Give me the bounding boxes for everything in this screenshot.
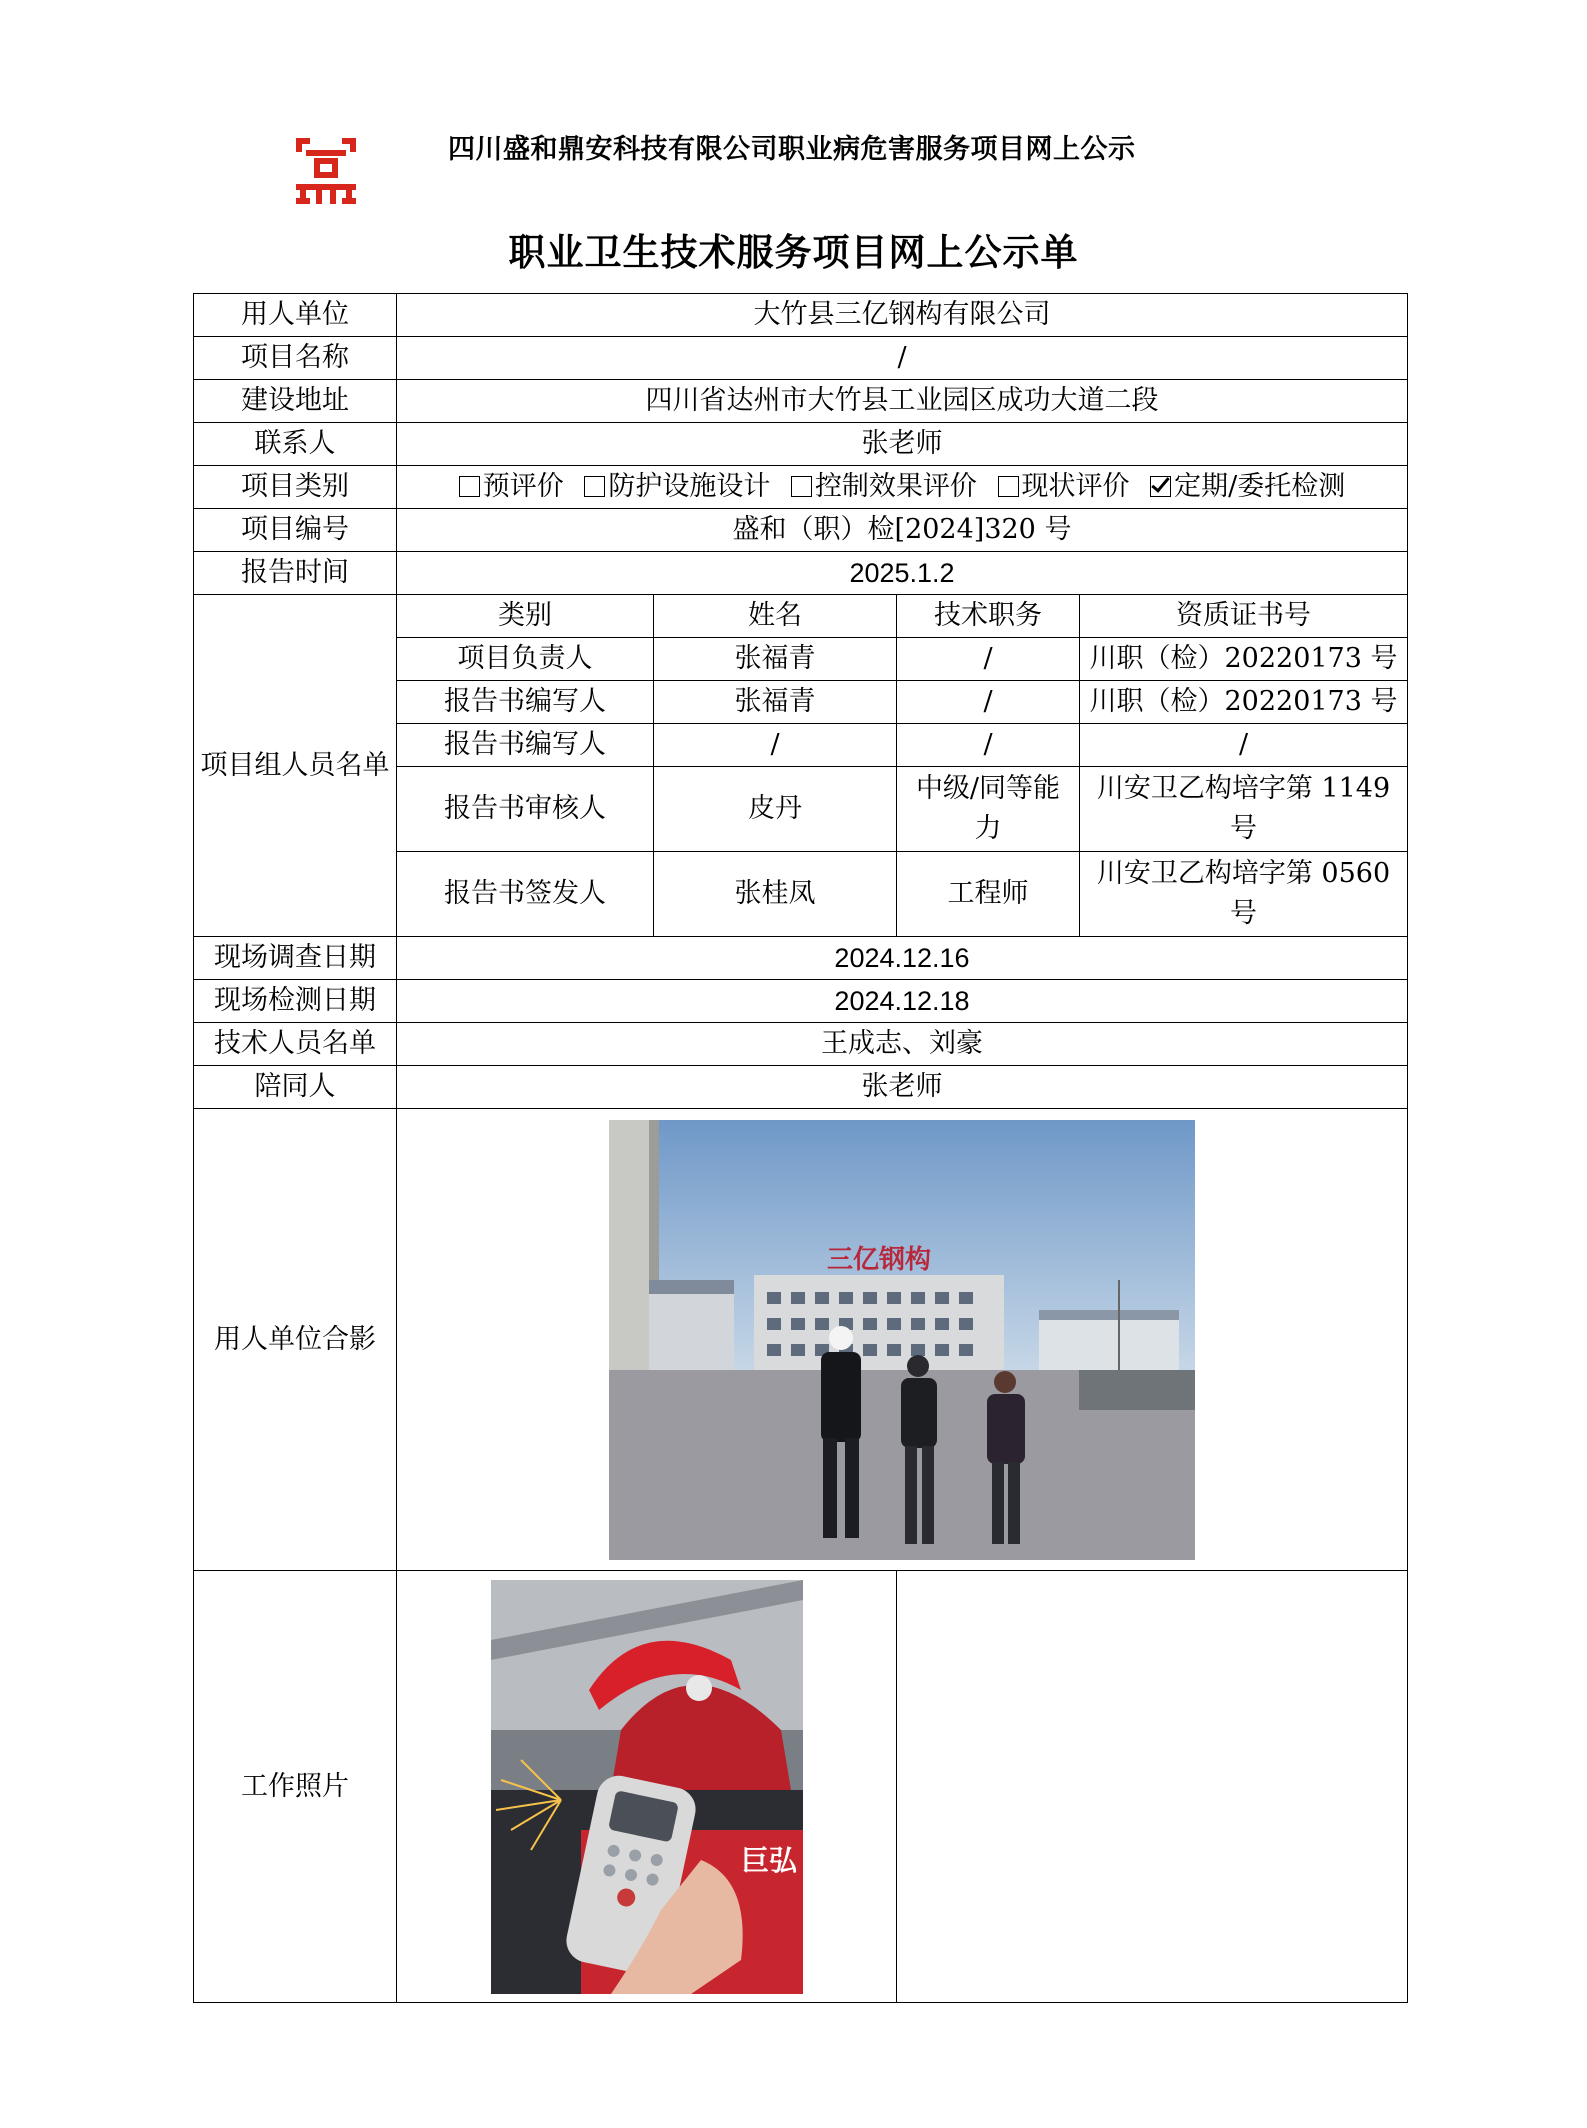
publicity-form-table	[193, 293, 1408, 2003]
tech-staff-value: 王成志、刘豪	[397, 1023, 1408, 1066]
escort-value: 张老师	[397, 1066, 1408, 1109]
team-label: 项目组人员名单	[194, 595, 397, 937]
work-photo	[491, 1580, 803, 1994]
row-tech-staff	[194, 1023, 1408, 1066]
document-title: 职业卫生技术服务项目网上公示单	[508, 230, 1079, 274]
row-category	[194, 466, 1408, 509]
vest-print-text: 巨弘	[740, 1843, 797, 1877]
site-test-label: 现场检测日期	[194, 980, 397, 1023]
report-time-value: 2025.1.2	[397, 552, 1408, 595]
empty-photo-cell	[897, 1571, 1408, 2003]
category-option-label: 定期/委托检测	[1174, 471, 1346, 502]
row-group-photo	[194, 1109, 1408, 1571]
team-cell: /	[897, 681, 1080, 724]
work-photo-label: 工作照片	[194, 1571, 397, 2003]
row-site-test	[194, 980, 1408, 1023]
team-cell: 报告书编写人	[397, 724, 654, 767]
team-cell: 川安卫乙构培字第 0560 号	[1080, 852, 1408, 937]
company-logo	[286, 128, 366, 208]
address-label: 建设地址	[194, 380, 397, 423]
report-time-label: 报告时间	[194, 552, 397, 595]
row-site-survey	[194, 937, 1408, 980]
site-test-value: 2024.12.18	[397, 980, 1408, 1023]
team-cell: 项目负责人	[397, 638, 654, 681]
factory-sign-text: 三亿钢构	[826, 1244, 932, 1275]
row-report-time	[194, 552, 1408, 595]
team-cell: /	[1080, 724, 1408, 767]
category-option-label: 现状评价	[1021, 471, 1130, 502]
team-header-cell: 姓名	[654, 595, 897, 638]
team-cell: 报告书签发人	[397, 852, 654, 937]
checkbox-icon	[791, 476, 812, 497]
team-cell: /	[654, 724, 897, 767]
team-cell: 报告书编写人	[397, 681, 654, 724]
team-header-cell: 类别	[397, 595, 654, 638]
team-header-row	[194, 595, 1408, 638]
category-option-label: 控制效果评价	[814, 471, 977, 502]
category-option-pre-evaluation	[459, 471, 564, 502]
escort-label: 陪同人	[194, 1066, 397, 1109]
team-cell: /	[897, 638, 1080, 681]
category-option-label: 防护设施设计	[608, 471, 771, 502]
row-address	[194, 380, 1408, 423]
category-option-control-effect	[791, 471, 977, 502]
site-survey-value: 2024.12.16	[397, 937, 1408, 980]
employer-value: 大竹县三亿钢构有限公司	[397, 294, 1408, 337]
project-name-label: 项目名称	[194, 337, 397, 380]
category-option-periodic-testing	[1150, 471, 1345, 502]
team-header-cell: 资质证书号	[1080, 595, 1408, 638]
team-cell: 张桂凤	[654, 852, 897, 937]
checked-checkbox-icon	[1150, 476, 1171, 497]
team-cell: 报告书审核人	[397, 767, 654, 852]
project-no-value: 盛和（职）检[2024]320 号	[397, 509, 1408, 552]
team-cell: 川安卫乙构培字第 1149 号	[1080, 767, 1408, 852]
team-cell: 川职（检）20220173 号	[1080, 638, 1408, 681]
team-cell: 中级/同等能力	[897, 767, 1080, 852]
row-employer	[194, 294, 1408, 337]
team-cell: 川职（检）20220173 号	[1080, 681, 1408, 724]
team-cell: /	[897, 724, 1080, 767]
team-cell: 张福青	[654, 638, 897, 681]
contact-value: 张老师	[397, 423, 1408, 466]
contact-label: 联系人	[194, 423, 397, 466]
row-project-no	[194, 509, 1408, 552]
team-cell: 皮丹	[654, 767, 897, 852]
category-label: 项目类别	[194, 466, 397, 509]
team-cell: 工程师	[897, 852, 1080, 937]
checkbox-icon	[459, 476, 480, 497]
employer-label: 用人单位	[194, 294, 397, 337]
tech-staff-label: 技术人员名单	[194, 1023, 397, 1066]
team-cell: 张福青	[654, 681, 897, 724]
project-no-label: 项目编号	[194, 509, 397, 552]
row-contact	[194, 423, 1408, 466]
row-work-photo	[194, 1571, 1408, 2003]
address-value: 四川省达州市大竹县工业园区成功大道二段	[397, 380, 1408, 423]
category-option-protection-design	[584, 471, 770, 502]
work-photo-cell	[397, 1571, 897, 2003]
team-header-cell: 技术职务	[897, 595, 1080, 638]
site-survey-label: 现场调查日期	[194, 937, 397, 980]
project-name-value: /	[397, 337, 1408, 380]
category-option-status-evaluation	[998, 471, 1130, 502]
checkbox-icon	[998, 476, 1019, 497]
group-photo-label: 用人单位合影	[194, 1109, 397, 1571]
category-option-label: 预评价	[482, 471, 564, 502]
checkbox-icon	[584, 476, 605, 497]
group-photo	[609, 1120, 1195, 1560]
row-escort	[194, 1066, 1408, 1109]
group-photo-cell	[397, 1109, 1408, 1571]
category-options	[397, 466, 1408, 509]
page-header	[286, 128, 1306, 208]
header-title: 四川盛和鼎安科技有限公司职业病危害服务项目网上公示	[448, 134, 1136, 165]
row-project-name	[194, 337, 1408, 380]
